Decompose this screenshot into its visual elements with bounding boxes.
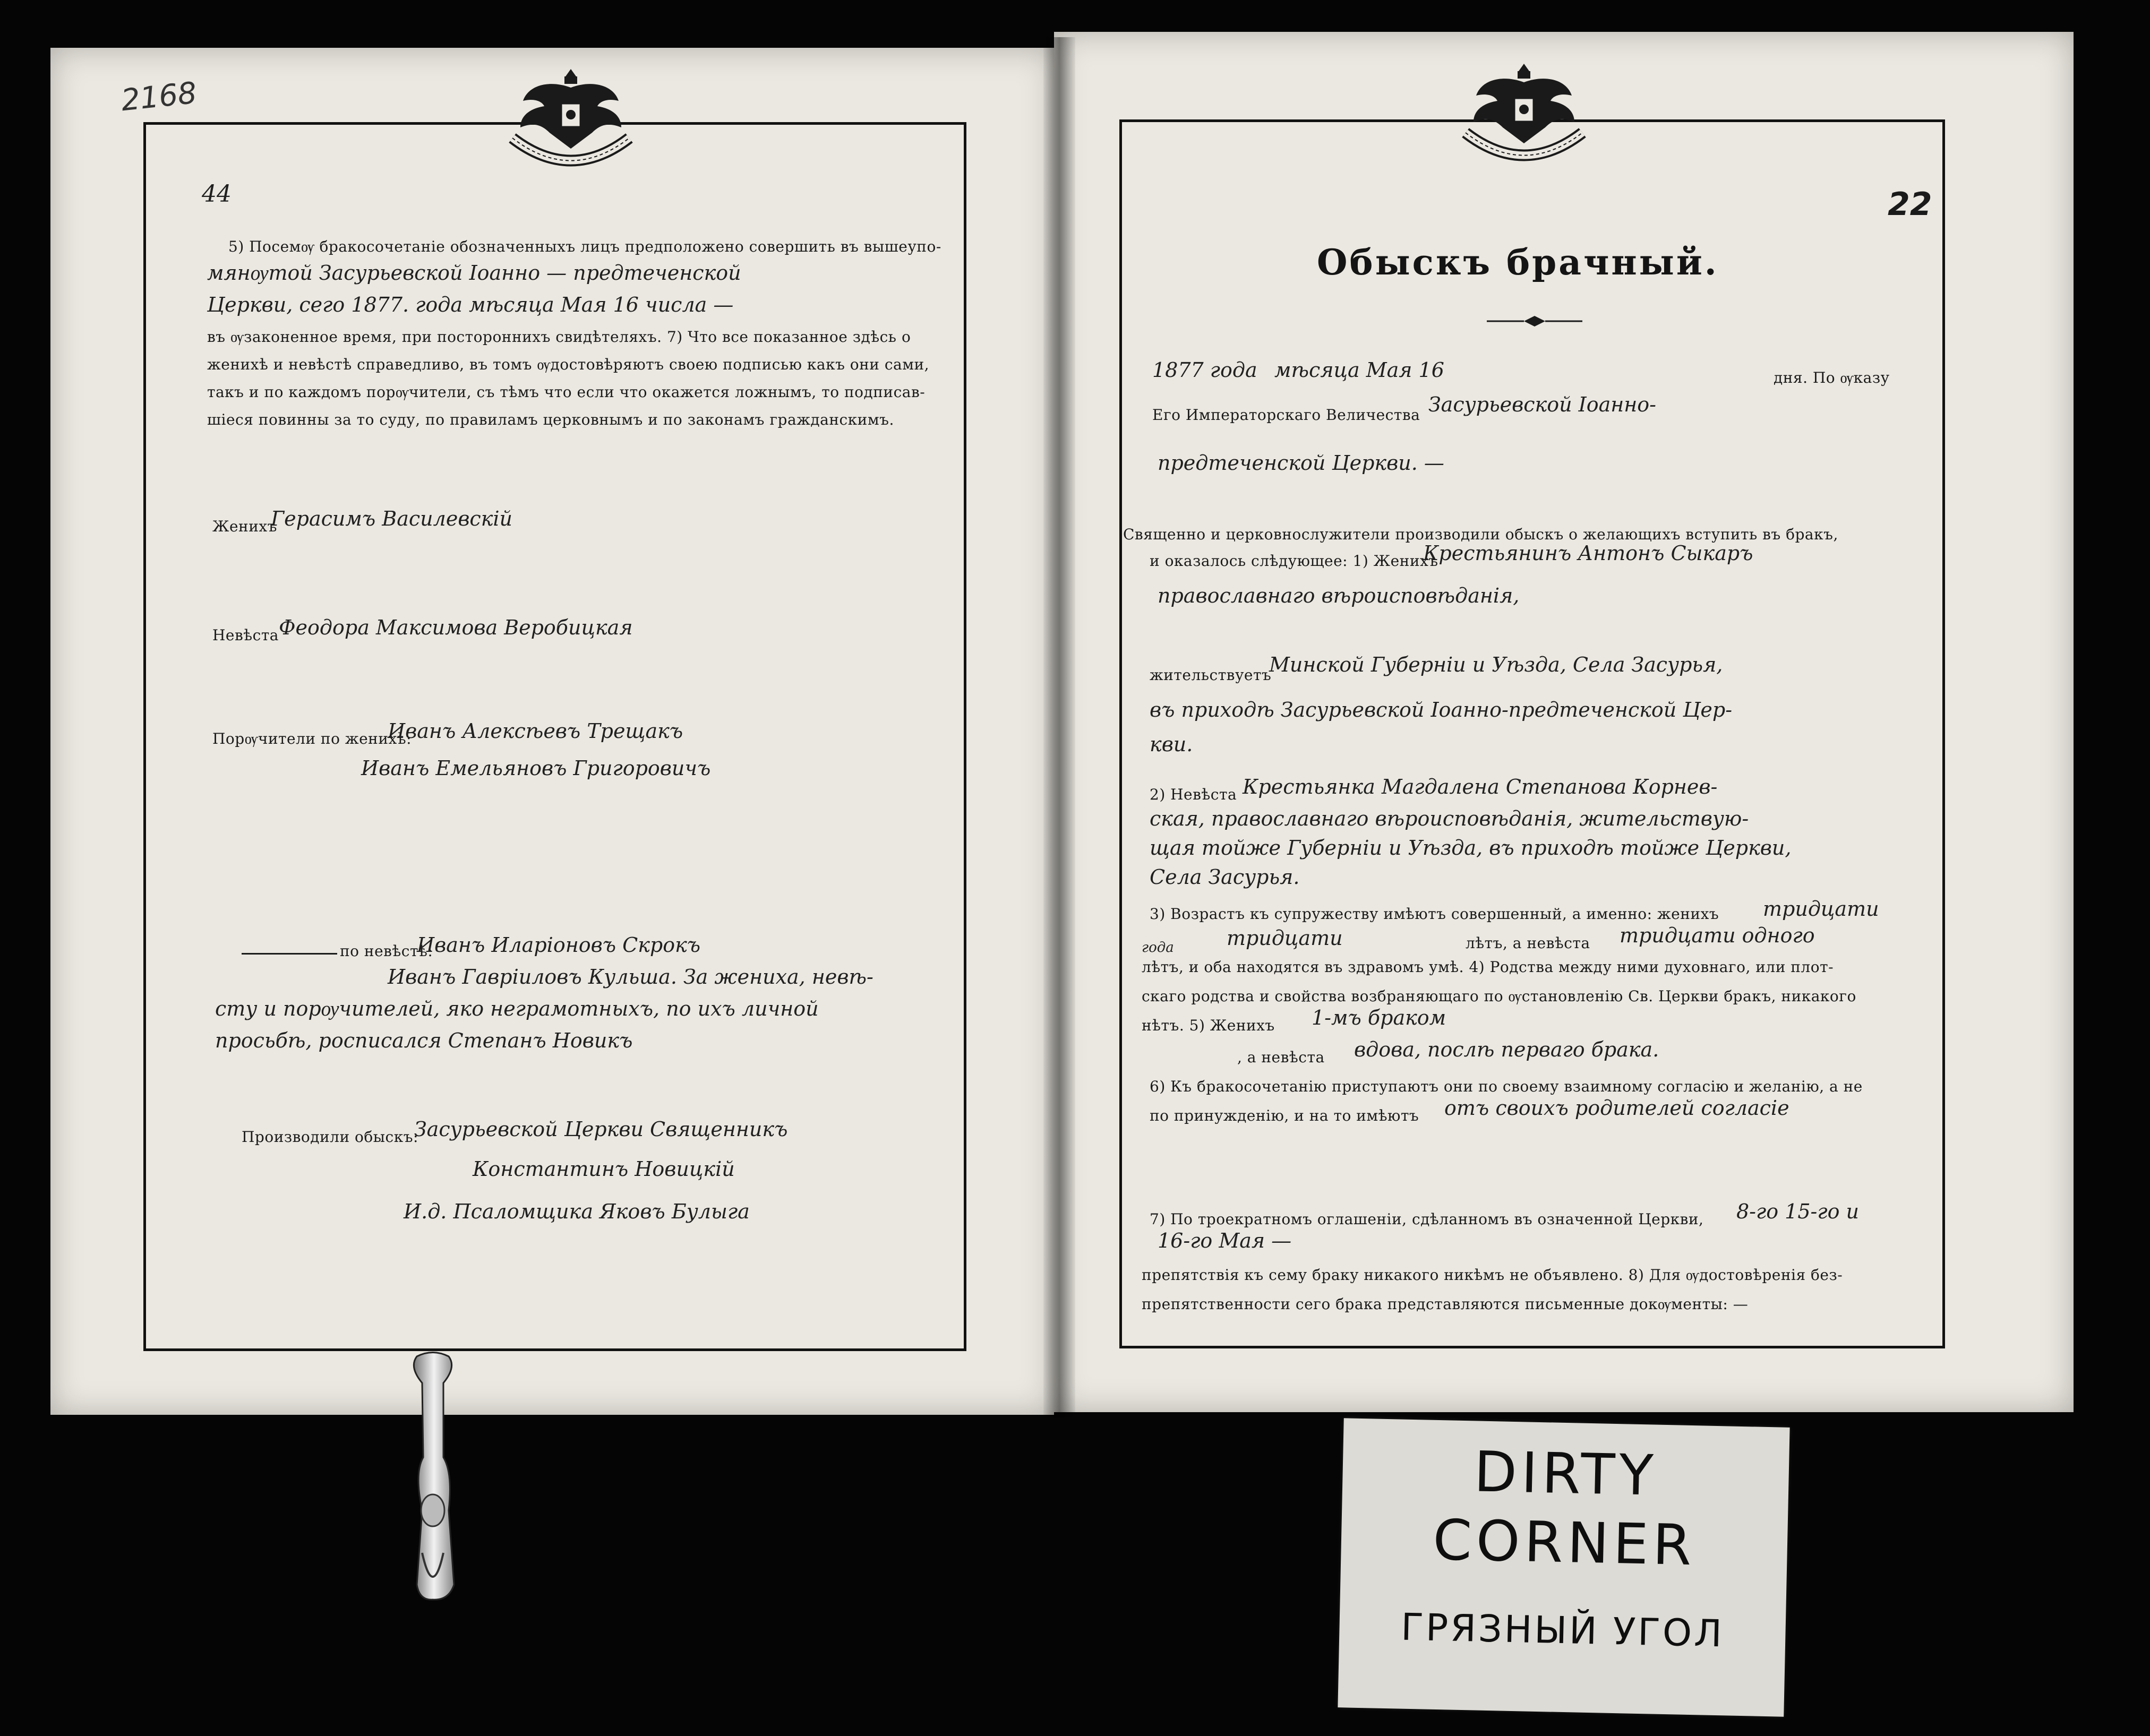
paragraph-5-line-4: въ ѹзаконенное время, при постороннихъ свидѣтеляхъ. 7) Что все показанное здѣсь о: [207, 328, 911, 346]
guarantor-groom-1: Иванъ Алексѣевъ Трещакъ: [388, 719, 683, 743]
banns-line: 7) По троекратномъ оглашеніи, сдѣланномъ въ означенной Церкви,: [1150, 1210, 1704, 1228]
sign-line-english-1: DIRTY: [1473, 1439, 1658, 1508]
kinship-line: скаго родства и свойства возбраняющаго по ѹстановленію Св. Церкви бракъ, никакого: [1142, 987, 1856, 1005]
banns-hand-2: 16-го Мая —: [1158, 1229, 1292, 1252]
imperial-eagle-emblem-left: [491, 58, 650, 191]
age-groom-hand: тридцати: [1763, 897, 1879, 921]
found-line-print: и оказалось слѣдующее: 1) Женихъ: [1150, 552, 1438, 570]
conducted-psalmist: И.д. Псаломщика Яковъ Булыга: [404, 1200, 750, 1223]
paragraph-5-line-3: Церкви, сего 1877. года мѣсяца Мая 16 числа —: [207, 293, 734, 316]
none-line-hand: 1-мъ браком: [1312, 1006, 1446, 1029]
guarantor-groom-2: Иванъ Емельяновъ Григоровичъ: [361, 757, 711, 780]
imperial-eagle-emblem-right: [1444, 53, 1604, 186]
age-line-2: лѣтъ, а невѣста: [1466, 934, 1590, 952]
bride-marriage-print: , а невѣста: [1237, 1049, 1325, 1066]
guarantor-bride-1: Иванъ Иларіоновъ Скрокъ: [417, 933, 701, 957]
age-groom-hand-cont: тридцати: [1227, 926, 1343, 950]
guarantors-bride-rule: [242, 953, 337, 955]
paragraph-5-line-5: женихѣ и невѣстѣ справедливо, въ томъ ѹдостовѣряютъ своею подписью какъ они сами,: [207, 356, 930, 373]
intro-line-3-hand: предтеченской Церкви. —: [1158, 451, 1444, 475]
conducted-priest: Засурьевской Церкви Священникъ: [414, 1118, 788, 1141]
sign-line-russian: ГРЯЗНЫЙ УГОЛ: [1400, 1605, 1725, 1656]
residence-hand-2: въ приходѣ Засурьевской Іоанно-предтеченской Цер-: [1150, 698, 1733, 721]
religion-hand: православнаго вѣроисповѣданія,: [1158, 584, 1520, 607]
dirty-corner-sign: [1338, 1418, 1789, 1716]
document-title: Обыскъ брачный.: [1317, 242, 1719, 283]
bride-section-label: 2) Невѣста: [1150, 786, 1237, 803]
intro-date-suffix: дня. По ѹказу: [1774, 369, 1890, 386]
paragraph-5-line-1: 5) Посемѹ бракосочетаніе обозначенныхъ лицъ предположено совершить въ вышеупо-: [228, 238, 941, 255]
none-line-print: нѣтъ. 5) Женихъ: [1142, 1017, 1275, 1034]
book-gutter: [1043, 37, 1075, 1417]
clergy-line: Священно и церковнослужители производили обыскъ о желающихъ вступить въ бракъ,: [1123, 526, 1838, 543]
guarantor-bride-2: Иванъ Гавріиловъ Кульша. За жениха, невѣ-: [388, 965, 873, 989]
paragraph-5-line-6: такъ и по каждомъ порѹчители, съ тѣмъ что если что окажется ложнымъ, то подписав-: [207, 383, 926, 401]
guarantor-bride-4: просьбѣ, росписался Степанъ Новикъ: [215, 1029, 633, 1052]
corner-mark: 44: [202, 181, 232, 208]
intro-year: 1877 года: [1152, 358, 1257, 382]
age-margin-hand: года: [1142, 940, 1174, 956]
residence-hand-3: кви.: [1150, 733, 1193, 756]
bride-hand-1: Крестьянка Магдалена Степанова Корнев-: [1243, 775, 1718, 798]
bride-hand-2: ская, православнаго вѣроисповѣданія, жительствую-: [1150, 807, 1749, 830]
conducted-priest-name: Константинъ Новицкій: [473, 1157, 735, 1181]
intro-date-hand: мѣсяца Мая 16: [1274, 358, 1444, 382]
age-bride-hand: тридцати одного: [1620, 924, 1815, 947]
found-line-hand: Крестьянинъ Антонъ Сыкаръ: [1423, 542, 1753, 565]
paragraph-5-line-2: мянѹтой Засурьевской Іоанно — предтеченской: [207, 261, 741, 285]
age-line: 3) Возрастъ къ супружеству имѣютъ совершенный, а именно: женихъ: [1150, 905, 1719, 923]
guarantor-bride-3: сту и порѹчителей, яко неграмотныхъ, по ихъ личной: [215, 997, 819, 1020]
archive-number: 2168: [119, 75, 199, 118]
bride-value: Феодора Максимова Веробицкая: [279, 616, 633, 639]
residence-hand-1: Минской Губерніи и Уѣзда, Села Засурья,: [1269, 653, 1723, 676]
health-line: лѣтъ, и оба находятся въ здравомъ умѣ. 4) Родства между ними духовнаго, или плот-: [1142, 958, 1834, 976]
title-ornament: [1487, 313, 1582, 329]
bride-marriage-hand: вдова, послѣ перваго брака.: [1354, 1038, 1659, 1061]
page-number: 22: [1888, 186, 1932, 223]
impediment-line: препятствія къ сему браку никакого никѣмъ не объявлено. 8) Для ѹдостовѣренія без-: [1142, 1266, 1843, 1284]
residence-label: жительствуетъ: [1150, 666, 1272, 684]
guarantors-groom-label: Порѹчители по женихѣ:: [212, 730, 412, 747]
bride-hand-3: щая тойже Губерніи и Уѣзда, въ приходѣ тойже Церкви,: [1150, 836, 1792, 860]
impediment-line-2: препятственности сего брака представляются письменные докѹменты: —: [1142, 1295, 1749, 1313]
paragraph-5-line-7: шіеся повинны за то суду, по правиламъ церковнымъ и по законамъ гражданскимъ.: [207, 411, 894, 428]
guarantors-bride-label: по невѣстѣ:: [340, 942, 433, 960]
intro-line-2-print: Его Императорскаго Величества: [1152, 406, 1420, 424]
groom-label: Женихъ: [212, 518, 277, 535]
groom-value: Герасимъ Василевскій: [271, 507, 513, 530]
bride-hand-4: Села Засурья.: [1150, 865, 1300, 889]
bride-label: Невѣста: [212, 626, 279, 644]
conducted-label: Производили обыскъ:: [242, 1128, 418, 1146]
binder-clip: [390, 1351, 475, 1606]
consent-line-2: по принужденію, и на то имѣютъ: [1150, 1107, 1419, 1124]
intro-line-2-hand: Засурьевской Іоанно-: [1428, 393, 1657, 416]
banns-hand: 8-го 15-го и: [1736, 1200, 1860, 1223]
sign-line-english-2: CORNER: [1432, 1507, 1697, 1578]
consent-line-2-hand: отъ своихъ родителей согласіе: [1444, 1096, 1789, 1120]
right-page-frame: [1119, 119, 1945, 1348]
consent-line: 6) Къ бракосочетанію приступаютъ они по своему взаимному согласію и желанію, а не: [1150, 1078, 1863, 1095]
